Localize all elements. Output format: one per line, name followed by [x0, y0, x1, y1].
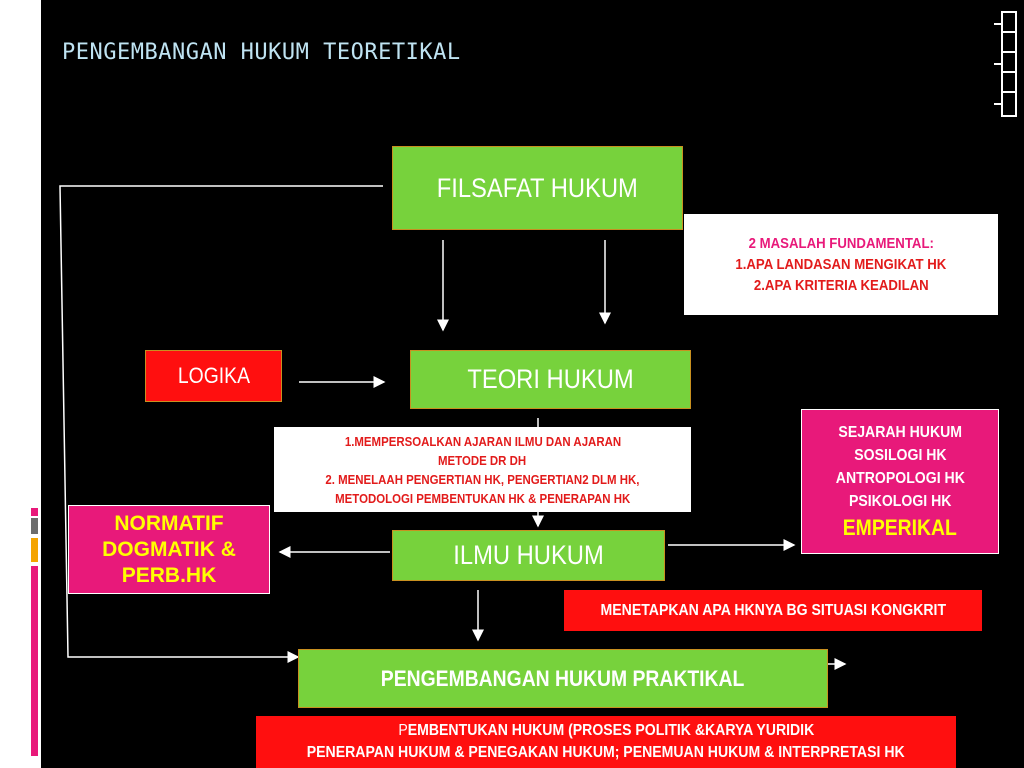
note-masalah-line2: 2.APA KRITERIA KEADILAN — [753, 277, 929, 294]
note-pembentukan — [256, 716, 956, 768]
note-teori-line2: METODE DR DH — [438, 452, 527, 468]
note-masalah-line1: 1.APA LANDASAN MENGIKAT HK — [735, 256, 947, 273]
slide-title: PENGEMBANGAN HUKUM TEORETIKAL — [62, 40, 461, 65]
node-teori-label: TEORI HUKUM — [467, 364, 634, 394]
empirikal-line3: ANTROPOLOGI HK — [835, 469, 965, 487]
note-pembentukan-initial: P — [398, 722, 408, 739]
node-filsafat-hukum — [392, 146, 683, 230]
empirikal-line4: PSIKOLOGI HK — [848, 492, 952, 510]
note-menetapkan — [564, 590, 982, 631]
node-filsafat-label: FILSAFAT HUKUM — [436, 172, 639, 203]
normatif-line2: DOGMATIK & — [102, 537, 236, 561]
empirikal-line1: SEJARAH HUKUM — [838, 423, 962, 441]
note-teori-line4: METODOLOGI PEMBENTUKAN HK & PENERAPAN HK — [334, 490, 631, 506]
node-logika — [145, 350, 282, 402]
note-teori-line1: 1.MEMPERSOALKAN AJARAN ILMU DAN AJARAN — [344, 433, 621, 449]
note-masalah-fundamental — [684, 214, 998, 315]
note-menetapkan-label: MENETAPKAN APA HKNYA BG SITUASI KONGKRIT — [600, 601, 946, 619]
note-teori-hukum — [274, 427, 691, 512]
node-praktikal-label: PENGEMBANGAN HUKUM PRAKTIKAL — [381, 665, 745, 691]
note-pembentukan-line2: PENERAPAN HUKUM & PENEGAKAN HUKUM; PENEMUAN HUKUM & INTERPRETASI HK — [307, 744, 905, 761]
node-ilmu-label: ILMU HUKUM — [453, 540, 604, 570]
node-teori-hukum — [410, 350, 691, 409]
empirikal-heading: EMPERIKAL — [842, 514, 958, 540]
note-teori-line3: 2. MENELAAH PENGERTIAN HK, PENGERTIAN2 DLM HK, — [325, 471, 640, 487]
empirikal-line2: SOSILOGI HK — [853, 446, 947, 464]
node-hukum-praktikal — [298, 649, 828, 708]
note-masalah-heading: 2 MASALAH FUNDAMENTAL: — [748, 235, 934, 252]
node-ilmu-hukum — [392, 530, 665, 581]
node-empirikal — [801, 409, 999, 554]
note-pembentukan-line1 — [398, 720, 814, 742]
node-normatif — [68, 505, 270, 594]
note-pembentukan-line1-rest: EMBENTUKAN HUKUM (PROSES POLITIK &KARYA YURIDIK — [407, 722, 814, 739]
normatif-line1: NORMATIF — [114, 511, 224, 535]
node-logika-label: LOGIKA — [177, 363, 250, 388]
normatif-line3: PERB.HK — [121, 563, 217, 587]
